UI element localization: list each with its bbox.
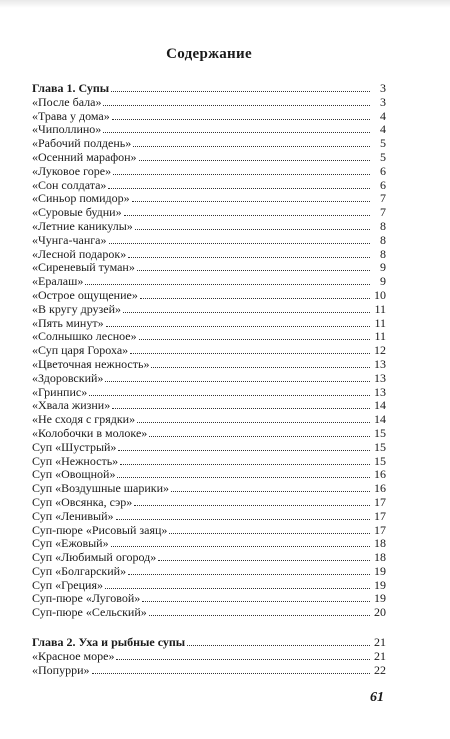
dot-leader [139,330,370,340]
toc-entry[interactable] [32,468,386,482]
table-of-contents [32,82,386,677]
toc-entry[interactable] [32,592,386,606]
toc-entry[interactable] [32,344,386,358]
entry-page: 19 [374,563,386,578]
toc-entry[interactable] [32,275,386,289]
entry-label: «Синьор помидор» [32,191,130,206]
entry-label: «Гринпис» [32,384,88,399]
page-edge [0,0,450,8]
dot-leader [135,220,370,230]
entry-label: Суп-пюре «Сельский» [32,605,147,620]
dot-leader [187,636,370,646]
entry-page: 20 [374,605,386,620]
dot-leader [105,372,370,382]
toc-entry[interactable] [32,386,386,400]
entry-label: «Не сходя с грядки» [32,412,136,427]
entry-label: Суп «Ленивый» [32,508,114,523]
toc-entry[interactable] [32,372,386,386]
entry-label: Суп «Воздушные шарики» [32,481,170,496]
entry-label: Суп-пюре «Рисовый заяц» [32,522,168,537]
entry-page: 14 [374,398,386,413]
dot-leader [112,399,370,409]
toc-entry[interactable] [32,110,386,124]
dot-leader [108,179,370,189]
entry-page: 7 [380,205,386,220]
entry-page: 4 [380,108,386,123]
entry-label: «Осенний марафон» [32,149,137,164]
dot-leader [120,455,370,465]
entry-label: Суп «Овощной» [32,467,116,482]
toc-entry[interactable] [32,192,386,206]
entry-page: 19 [374,577,386,592]
entry-label: «Попурри» [32,662,90,677]
toc-chapter-2[interactable] [32,636,386,650]
dot-leader [149,606,370,616]
dot-leader [134,496,370,506]
entry-page: 9 [380,274,386,289]
toc-entry[interactable] [32,579,386,593]
entry-page: 8 [380,246,386,261]
entry-page: 6 [380,163,386,178]
entry-label: «Луковое горе» [32,163,112,178]
dot-leader [128,248,370,258]
toc-entry[interactable] [32,358,386,372]
entry-page: 17 [374,494,386,509]
entry-label: Суп-пюре «Луговой» [32,591,141,606]
chapter-title: Глава 2. Уха и рыбные супы [32,635,186,650]
entry-label: «В кругу друзей» [32,301,122,316]
toc-entry[interactable] [32,399,386,413]
entry-page: 14 [374,412,386,427]
entry-label: «Пять минут» [32,315,104,330]
dot-leader [132,192,370,202]
dot-leader [92,664,370,674]
dot-leader [112,110,370,120]
entry-page: 9 [380,260,386,275]
entry-page: 22 [374,662,386,677]
entry-label: Суп «Овсянка, сэр» [32,494,133,509]
chapter-2-entries [32,650,386,678]
toc-entry[interactable] [32,664,386,678]
entry-page: 17 [374,508,386,523]
toc-entry[interactable] [32,330,386,344]
toc-entry[interactable] [32,317,386,331]
dot-leader [151,358,370,368]
dot-leader [105,579,370,589]
toc-entry[interactable] [32,303,386,317]
dot-leader [133,137,370,147]
entry-label: «Сон солдата» [32,177,107,192]
toc-entry[interactable] [32,606,386,620]
entry-page: 13 [374,356,386,371]
dot-leader [130,344,370,354]
entry-label: «Трава у дома» [32,108,110,123]
toc-entry[interactable] [32,496,386,510]
toc-entry[interactable] [32,179,386,193]
chapter-1-entries [32,96,386,620]
entry-label: «Ералаш» [32,274,84,289]
toc-entry[interactable] [32,289,386,303]
entry-page: 15 [374,439,386,454]
entry-page: 15 [374,453,386,468]
entry-page: 13 [374,370,386,385]
entry-label: «Солнышко лесное» [32,329,137,344]
entry-label: «Рабочий полдень» [32,136,132,151]
toc-entry[interactable] [32,524,386,538]
toc-entry[interactable] [32,220,386,234]
entry-page: 5 [380,149,386,164]
entry-page: 21 [374,648,386,663]
entry-page: 11 [374,315,386,330]
chapter-page: 21 [374,635,386,650]
dot-leader [139,151,370,161]
entry-page: 3 [380,94,386,109]
dot-leader [111,82,370,92]
dot-leader [113,165,370,175]
entry-label: «Суп царя Гороха» [32,343,129,358]
entry-page: 16 [374,481,386,496]
chapter-gap [32,620,386,636]
toc-entry[interactable] [32,123,386,137]
toc-entry[interactable] [32,650,386,664]
dot-leader [128,565,370,575]
entry-label: Суп «Ежовый» [32,536,109,551]
dot-leader [116,650,370,660]
entry-label: «Хвала жизни» [32,398,111,413]
entry-label: «Лесной подарок» [32,246,127,261]
toc-entry[interactable] [32,441,386,455]
dot-leader [118,441,370,451]
dot-leader [142,592,370,602]
toc-entry[interactable] [32,96,386,110]
entry-label: Суп «Греция» [32,577,103,592]
toc-entry[interactable] [32,565,386,579]
dot-leader [171,482,370,492]
entry-label: «Острое ощущение» [32,287,138,302]
entry-page: 11 [374,301,386,316]
entry-page: 4 [380,122,386,137]
entry-label: «Летние каникулы» [32,218,133,233]
toc-entry[interactable] [32,261,386,275]
entry-page: 11 [374,329,386,344]
dot-leader [109,234,371,244]
entry-label: «Сиреневый туман» [32,260,135,275]
dot-leader [169,524,370,534]
toc-entry[interactable] [32,427,386,441]
dot-leader [137,413,370,423]
dot-leader [117,468,370,478]
entry-page: 15 [374,425,386,440]
dot-leader [140,289,370,299]
entry-page: 18 [374,550,386,565]
dot-leader [149,427,370,437]
dot-leader [103,96,370,106]
toc-entry[interactable] [32,537,386,551]
entry-page: 10 [374,287,386,302]
toc-entry[interactable] [32,165,386,179]
toc-entry[interactable] [32,455,386,469]
toc-entry[interactable] [32,137,386,151]
entry-page: 17 [374,522,386,537]
entry-label: «Красное море» [32,648,115,663]
dot-leader [103,123,370,133]
entry-label: Суп «Шустрый» [32,439,117,454]
toc-entry[interactable] [32,413,386,427]
entry-page: 6 [380,177,386,192]
toc-entry[interactable] [32,248,386,262]
entry-label: «Чунга-чанга» [32,232,107,247]
dot-leader [85,275,370,285]
entry-label: Суп «Болгарский» [32,563,127,578]
entry-label: Суп «Нежность» [32,453,119,468]
entry-label: «Здоровский» [32,370,104,385]
toc-chapter-1[interactable] [32,82,386,96]
entry-page: 13 [374,384,386,399]
dot-leader [124,206,370,216]
toc-entry[interactable] [32,206,386,220]
entry-label: Суп «Любимый огород» [32,550,157,565]
entry-label: «Колобочки в молоке» [32,425,148,440]
page-title: Содержание [166,46,252,62]
chapter-title: Глава 1. Супы [32,81,110,95]
entry-label: «После бала» [32,94,102,109]
entry-page: 8 [380,218,386,233]
toc-entry[interactable] [32,151,386,165]
toc-entry[interactable] [32,510,386,524]
entry-label: «Суровые будни» [32,205,122,220]
entry-label: «Цветочная нежность» [32,356,150,371]
dot-leader [106,317,370,327]
entry-page: 19 [374,591,386,606]
entry-page: 5 [380,136,386,151]
entry-page: 12 [374,343,386,358]
entry-page: 16 [374,467,386,482]
toc-entry[interactable] [32,551,386,565]
entry-page: 7 [380,191,386,206]
dot-leader [137,261,370,271]
dot-leader [111,537,370,547]
dot-leader [158,551,370,561]
entry-page: 8 [380,232,386,247]
entry-page: 18 [374,536,386,551]
dot-leader [123,303,370,313]
page-number: 61 [370,690,384,705]
toc-entry[interactable] [32,482,386,496]
entry-label: «Чиполлино» [32,122,102,137]
dot-leader [116,510,370,520]
chapter-page: 3 [380,81,386,95]
dot-leader [89,386,370,396]
toc-entry[interactable] [32,234,386,248]
